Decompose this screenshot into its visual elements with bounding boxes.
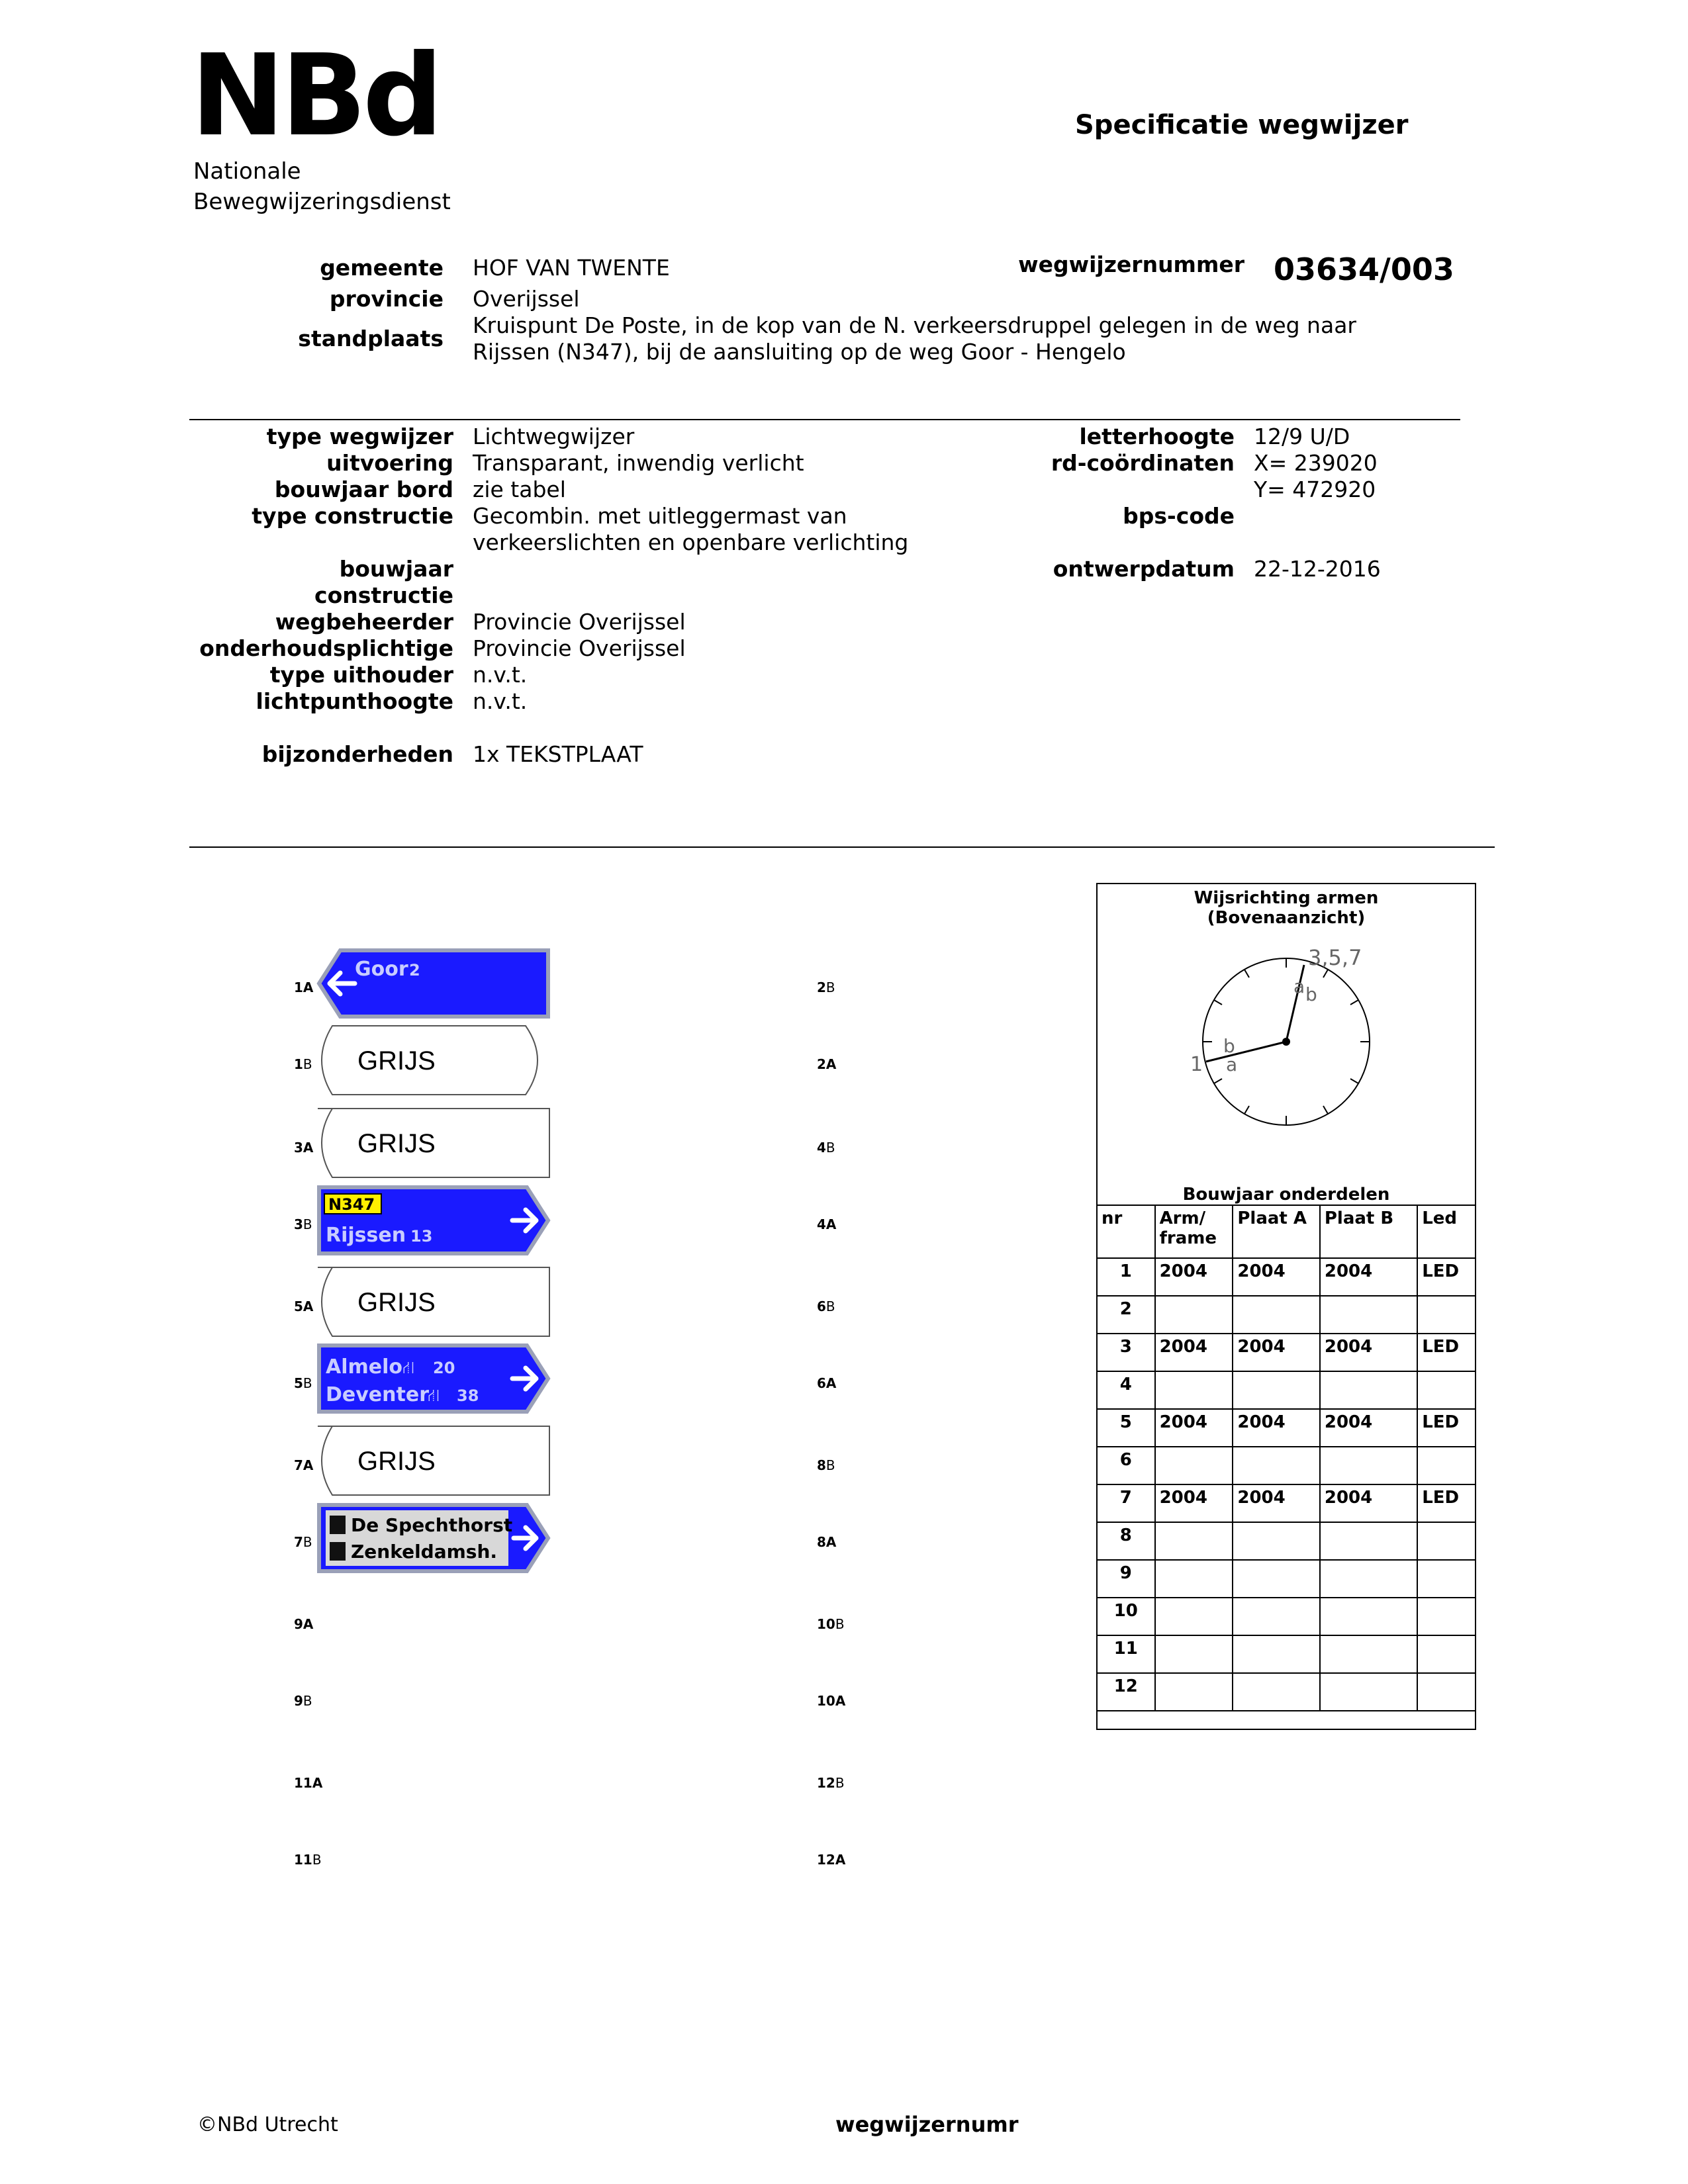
motorway-icon: ⛙: [402, 1358, 415, 1378]
left-slot-label: [294, 979, 313, 995]
table-cell: LED: [1417, 1258, 1476, 1296]
table-row: [1097, 1673, 1476, 1711]
table-header: Plaat B: [1320, 1205, 1417, 1258]
table-cell: 2004: [1320, 1409, 1417, 1447]
table-cell: [1155, 1598, 1233, 1635]
motorway-icon: ⛙: [428, 1386, 440, 1406]
standplaats-line-1: Kruispunt De Poste, in de kop van de N. verkeersdruppel gelegen in de weg naar: [473, 312, 1356, 338]
slot-number: 11: [294, 1775, 312, 1791]
compass-diagram: [1098, 941, 1475, 1133]
table-row: [1097, 1635, 1476, 1673]
bijzonderheden-label: bijzonderheden: [261, 741, 453, 767]
footer-number: wegwijzernumr: [835, 2112, 1019, 2137]
left-slot-label: [294, 1216, 312, 1232]
table-cell: [1155, 1635, 1233, 1673]
compass-label-357: 3,5,7: [1308, 945, 1362, 970]
footer-copyright: ©NBd Utrecht: [197, 2113, 338, 2136]
right-slot-label: [817, 1693, 845, 1709]
left-slot-label: [294, 1852, 322, 1868]
sign-3b-km: 13: [410, 1227, 433, 1246]
slot-side: A: [303, 1616, 314, 1632]
compass-title-1: Wijsrichting armen: [1194, 888, 1379, 908]
table-cell: [1233, 1447, 1320, 1484]
table-cell: [1233, 1560, 1320, 1598]
table-row: [1097, 1334, 1476, 1371]
sign-5a: [316, 1266, 551, 1338]
onderhoudsplichtige-value: Provincie Overijssel: [473, 635, 686, 661]
table-cell: [1155, 1371, 1233, 1409]
sign-3a: [316, 1107, 551, 1179]
onderhoudsplichtige-label: onderhoudsplichtige: [199, 635, 453, 661]
slot-number: 12: [817, 1852, 835, 1868]
type-constructie-line-2: verkeerslichten en openbare verlichting: [473, 529, 909, 555]
table-cell: [1417, 1296, 1476, 1334]
table-cell: [1417, 1371, 1476, 1409]
logo-line-2: Bewegwijzeringsdienst: [193, 189, 451, 215]
sign-3b-route: N347: [328, 1195, 375, 1214]
slot-side: B: [303, 1375, 312, 1391]
table-row: [1097, 1258, 1476, 1296]
rd-y-value: Y= 472920: [1254, 477, 1376, 502]
right-slot-label: [817, 1056, 836, 1072]
rd-x-value: X= 239020: [1254, 450, 1378, 476]
left-slot-label: [294, 1457, 313, 1473]
slot-side: A: [825, 1056, 837, 1072]
gemeente-value: HOF VAN TWENTE: [473, 255, 670, 281]
logo-subtitle: [193, 156, 451, 217]
table-cell: [1320, 1371, 1417, 1409]
divider-bottom: [189, 846, 1495, 848]
table-cell: 2004: [1320, 1334, 1417, 1371]
right-slot-label: [817, 1216, 836, 1232]
right-slot-label: [817, 1140, 835, 1156]
table-cell: 5: [1097, 1409, 1155, 1447]
wegwijzernummer-value: 03634/003: [1274, 251, 1454, 287]
standplaats-line-2: Rijssen (N347), bij de aansluiting op de weg Goor - Hengelo: [473, 339, 1126, 365]
slot-side: B: [303, 1534, 312, 1550]
sign-7a: [316, 1425, 551, 1496]
sign-5b: [316, 1343, 551, 1414]
table-row: [1097, 1409, 1476, 1447]
slot-side: A: [303, 979, 314, 995]
table-cell: 2004: [1233, 1484, 1320, 1522]
sign-7b-line-2: Zenkeldamsh.: [351, 1541, 498, 1563]
type-wegwijzer-label: type wegwijzer: [266, 424, 453, 449]
compass-title-2: (Bovenaanzicht): [1207, 908, 1366, 928]
right-slot-label: [817, 1298, 835, 1314]
table-cell: [1417, 1673, 1476, 1711]
right-slot-label: [817, 1616, 845, 1632]
table-cell: 2004: [1320, 1484, 1417, 1522]
table-cell: [1233, 1635, 1320, 1673]
table-cell: 2004: [1155, 1258, 1233, 1296]
bouwjaar-constructie-label-1: bouwjaar: [339, 556, 453, 582]
table-cell: 1: [1097, 1258, 1155, 1296]
logo-line-1: Nationale: [193, 158, 301, 185]
slot-number: 11: [294, 1852, 312, 1868]
compass-center: [1282, 1038, 1290, 1046]
ontwerpdatum-label: ontwerpdatum: [1053, 556, 1235, 582]
type-constructie-line-1: Gecombin. met uitleggermast van: [473, 503, 847, 529]
table-cell: [1417, 1522, 1476, 1560]
gemeente-label: gemeente: [320, 255, 444, 281]
slot-side: B: [825, 1140, 835, 1156]
table-header: Arm/ frame: [1155, 1205, 1233, 1258]
table-cell: [1320, 1598, 1417, 1635]
sign-3a-text: GRIJS: [357, 1129, 436, 1158]
slot-number: 5: [294, 1298, 303, 1314]
table-cell: [1155, 1522, 1233, 1560]
slot-number: 6: [817, 1375, 826, 1391]
table-cell: 6: [1097, 1447, 1155, 1484]
right-slot-label: [817, 1375, 836, 1391]
slot-number: 10: [817, 1693, 835, 1709]
sign-1b: [316, 1024, 551, 1096]
left-slot-label: [294, 1775, 322, 1791]
sign-1a-place: Goor: [355, 958, 408, 981]
table-cell: 3: [1097, 1334, 1155, 1371]
slot-side: A: [303, 1140, 314, 1156]
divider-top: [189, 419, 1460, 420]
wegwijzernummer-label: wegwijzernummer: [1018, 251, 1244, 277]
table-cell: [1417, 1598, 1476, 1635]
letterhoogte-label: letterhoogte: [1079, 424, 1235, 449]
table-cell: 2004: [1155, 1409, 1233, 1447]
sign-5b-km-1: 20: [433, 1359, 455, 1377]
table-cell: 2004: [1233, 1258, 1320, 1296]
slot-side: B: [825, 1457, 835, 1473]
rd-coordinaten-label: rd-coördinaten: [1051, 450, 1235, 476]
table-row: [1097, 1371, 1476, 1409]
left-slot-label: [294, 1534, 312, 1550]
slot-side: B: [312, 1852, 322, 1868]
standplaats-label: standplaats: [298, 326, 444, 351]
compass-label-b-left: b: [1223, 1035, 1235, 1057]
provincie-value: Overijssel: [473, 286, 580, 312]
slot-number: 9: [294, 1693, 303, 1709]
table-cell: 9: [1097, 1560, 1155, 1598]
nbd-logo: NBd: [191, 30, 440, 161]
document-title: Specificatie wegwijzer: [1075, 110, 1409, 140]
slot-side: A: [825, 1534, 837, 1550]
side-panel: [1096, 883, 1476, 1730]
sign-1a-km: 2: [409, 961, 420, 979]
slot-number: 3: [294, 1140, 303, 1156]
table-cell: LED: [1417, 1334, 1476, 1371]
slot-side: A: [303, 1457, 314, 1473]
table-cell: 2004: [1320, 1258, 1417, 1296]
slot-number: 6: [817, 1298, 826, 1314]
slot-side: B: [825, 979, 835, 995]
bijzonderheden-value: 1x TEKSTPLAAT: [473, 741, 643, 767]
slot-side: A: [825, 1216, 837, 1232]
slot-number: 7: [294, 1457, 303, 1473]
bps-code-label: bps-code: [1123, 503, 1235, 529]
table-row: [1097, 1598, 1476, 1635]
bouwjaar-table: [1096, 1205, 1476, 1711]
bouwjaar-constructie-label-2: constructie: [314, 582, 453, 608]
table-cell: 4: [1097, 1371, 1155, 1409]
table-cell: 2004: [1155, 1334, 1233, 1371]
slot-side: A: [312, 1775, 323, 1791]
left-slot-label: [294, 1375, 312, 1391]
right-slot-label: [817, 1457, 835, 1473]
right-slot-label: [817, 1534, 836, 1550]
sign-1b-text: GRIJS: [357, 1046, 436, 1075]
slot-side: B: [835, 1616, 845, 1632]
slot-number: 5: [294, 1375, 303, 1391]
type-constructie-label: type constructie: [252, 503, 453, 529]
compass-label-a-left: a: [1226, 1054, 1238, 1075]
slot-number: 8: [817, 1534, 826, 1550]
type-uithouder-label: type uithouder: [269, 662, 453, 688]
table-cell: [1417, 1635, 1476, 1673]
bouwjaar-bord-value: zie tabel: [473, 477, 566, 502]
table-header: Led: [1417, 1205, 1476, 1258]
table-cell: [1320, 1635, 1417, 1673]
table-cell: [1417, 1447, 1476, 1484]
lichtpunthoogte-value: n.v.t.: [473, 688, 528, 714]
sign-7a-text: GRIJS: [357, 1447, 436, 1476]
sign-5b-place-2: Deventer: [326, 1383, 429, 1406]
slot-side: B: [303, 1216, 312, 1232]
slot-number: 1: [294, 1056, 303, 1072]
table-cell: 11: [1097, 1635, 1155, 1673]
table-cell: [1320, 1447, 1417, 1484]
table-cell: 2: [1097, 1296, 1155, 1334]
table-cell: [1233, 1296, 1320, 1334]
slot-side: B: [825, 1298, 835, 1314]
ontwerpdatum-value: 22-12-2016: [1254, 556, 1381, 582]
right-slot-label: [817, 1775, 845, 1791]
bouwjaar-title: Bouwjaar onderdelen: [1182, 1185, 1390, 1205]
table-row: [1097, 1560, 1476, 1598]
table-cell: 10: [1097, 1598, 1155, 1635]
letterhoogte-value: 12/9 U/D: [1254, 424, 1350, 449]
table-cell: 2004: [1233, 1334, 1320, 1371]
table-cell: [1320, 1522, 1417, 1560]
slot-number: 3: [294, 1216, 303, 1232]
table-row: [1097, 1447, 1476, 1484]
table-header: nr: [1097, 1205, 1155, 1258]
left-slot-label: [294, 1298, 313, 1314]
right-slot-label: [817, 1852, 845, 1868]
table-row: [1097, 1296, 1476, 1334]
slot-side: B: [303, 1056, 312, 1072]
compass-label-b-top: b: [1305, 983, 1317, 1005]
compass-label-1: 1: [1190, 1053, 1203, 1076]
left-slot-label: [294, 1140, 313, 1156]
wegbeheerder-value: Provincie Overijssel: [473, 609, 686, 635]
wegbeheerder-label: wegbeheerder: [275, 609, 453, 635]
slot-side: A: [825, 1375, 837, 1391]
slot-side: A: [303, 1298, 314, 1314]
slot-number: 2: [817, 1056, 826, 1072]
slot-side: A: [835, 1693, 846, 1709]
table-cell: 8: [1097, 1522, 1155, 1560]
table-row: [1097, 1484, 1476, 1522]
table-cell: [1233, 1371, 1320, 1409]
table-cell: [1320, 1296, 1417, 1334]
slot-number: 4: [817, 1216, 826, 1232]
table-cell: [1417, 1560, 1476, 1598]
sign-5a-text: GRIJS: [357, 1288, 436, 1317]
slot-side: B: [835, 1775, 845, 1791]
slot-number: 1: [294, 979, 303, 995]
table-cell: [1233, 1598, 1320, 1635]
slot-side: A: [835, 1852, 846, 1868]
building-icon: [330, 1542, 346, 1561]
sign-3b: [316, 1185, 551, 1256]
sign-5b-km-2: 38: [457, 1387, 479, 1405]
table-cell: 7: [1097, 1484, 1155, 1522]
left-slot-label: [294, 1693, 312, 1709]
table-cell: 12: [1097, 1673, 1155, 1711]
provincie-label: provincie: [329, 286, 444, 312]
table-cell: 2004: [1233, 1409, 1320, 1447]
slot-number: 2: [817, 979, 826, 995]
right-slot-label: [817, 979, 835, 995]
table-cell: [1155, 1296, 1233, 1334]
type-uithouder-value: n.v.t.: [473, 662, 528, 688]
type-wegwijzer-value: Lichtwegwijzer: [473, 424, 635, 449]
uitvoering-label: uitvoering: [326, 450, 453, 476]
slot-number: 12: [817, 1775, 835, 1791]
table-cell: LED: [1417, 1409, 1476, 1447]
left-slot-label: [294, 1056, 312, 1072]
table-cell: [1155, 1560, 1233, 1598]
slot-number: 10: [817, 1616, 835, 1632]
table-header: Plaat A: [1233, 1205, 1320, 1258]
table-cell: [1320, 1560, 1417, 1598]
sign-1a: [316, 948, 551, 1019]
slot-number: 4: [817, 1140, 826, 1156]
table-cell: [1320, 1673, 1417, 1711]
lichtpunthoogte-label: lichtpunthoogte: [256, 688, 453, 714]
sign-3b-place: Rijssen: [326, 1224, 406, 1247]
table-cell: LED: [1417, 1484, 1476, 1522]
sign-7b-line-1: De Spechthorst: [351, 1514, 513, 1536]
left-slot-label: [294, 1616, 313, 1632]
table-cell: [1233, 1673, 1320, 1711]
slot-number: 9: [294, 1616, 303, 1632]
table-cell: [1233, 1522, 1320, 1560]
compass-label-a-top: a: [1293, 976, 1305, 997]
uitvoering-value: Transparant, inwendig verlicht: [473, 450, 804, 476]
sign-5b-place-1: Almelo: [326, 1355, 403, 1379]
compass-arm-1: [1206, 1042, 1286, 1062]
slot-number: 7: [294, 1534, 303, 1550]
table-row: [1097, 1522, 1476, 1560]
slot-side: B: [303, 1693, 312, 1709]
bouwjaar-bord-label: bouwjaar bord: [274, 477, 453, 502]
slot-number: 8: [817, 1457, 826, 1473]
sign-7b: [316, 1502, 551, 1574]
table-cell: 2004: [1155, 1484, 1233, 1522]
table-cell: [1155, 1447, 1233, 1484]
table-cell: [1155, 1673, 1233, 1711]
building-icon: [330, 1516, 346, 1534]
